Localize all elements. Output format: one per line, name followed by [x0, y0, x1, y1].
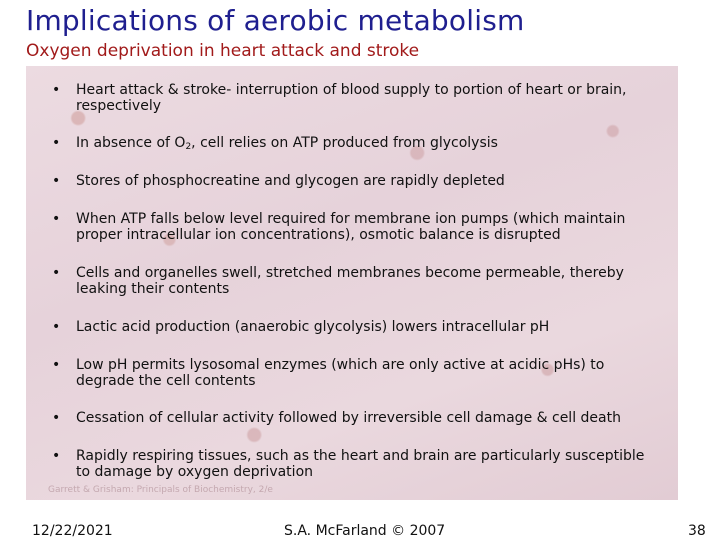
image-credit-watermark: Garrett & Grisham: Principals of Biochemistry, 2/e [48, 485, 273, 495]
bullet-text: Cells and organelles swell, stretched membranes become permeable, thereby leaking their contents [76, 265, 624, 297]
bullet-dot: • [52, 357, 61, 373]
bullet-text: Heart attack & stroke- interruption of blood supply to portion of heart or brain, respectively [76, 82, 627, 114]
bullet-text: Rapidly respiring tissues, such as the heart and brain are particularly susceptible to damage by oxygen deprivation [76, 448, 645, 480]
bullet-text-part: , cell relies on ATP produced from glycolysis [191, 135, 498, 151]
footer-date: 12/22/2021 [32, 523, 113, 539]
slide-title: Implications of aerobic metabolism [26, 4, 525, 37]
bullet-dot: • [52, 173, 61, 189]
bullet-dot: • [52, 135, 61, 151]
bullet-text: Cessation of cellular activity followed by irreversible cell damage & cell death [76, 410, 621, 426]
bullet-dot: • [52, 265, 61, 281]
bullet-dot: • [52, 319, 61, 335]
bullet-text: Lactic acid production (anaerobic glycolysis) lowers intracellular pH [76, 319, 550, 335]
bullet-text: When ATP falls below level required for membrane ion pumps (which maintain proper intracellular ion concentrations), osmotic balance is disrupted [76, 211, 626, 243]
bullet-text: Low pH permits lysosomal enzymes (which are only active at acidic pHs) to degrade the cell contents [76, 357, 605, 389]
bullet-dot: • [52, 448, 61, 464]
bullet-text-part: In absence of O [76, 135, 186, 151]
bullet-text [76, 135, 662, 155]
footer-author: S.A. McFarland © 2007 [284, 523, 446, 539]
footer-page-number: 38 [688, 523, 706, 539]
bullet-text: Stores of phosphocreatine and glycogen are rapidly depleted [76, 173, 505, 189]
bullet-dot: • [52, 211, 61, 227]
bullet-dot: • [52, 410, 61, 426]
bullet-dot: • [52, 82, 61, 98]
slide-subtitle: Oxygen deprivation in heart attack and stroke [26, 41, 420, 61]
oxygen-subscript: 2 [185, 142, 192, 152]
